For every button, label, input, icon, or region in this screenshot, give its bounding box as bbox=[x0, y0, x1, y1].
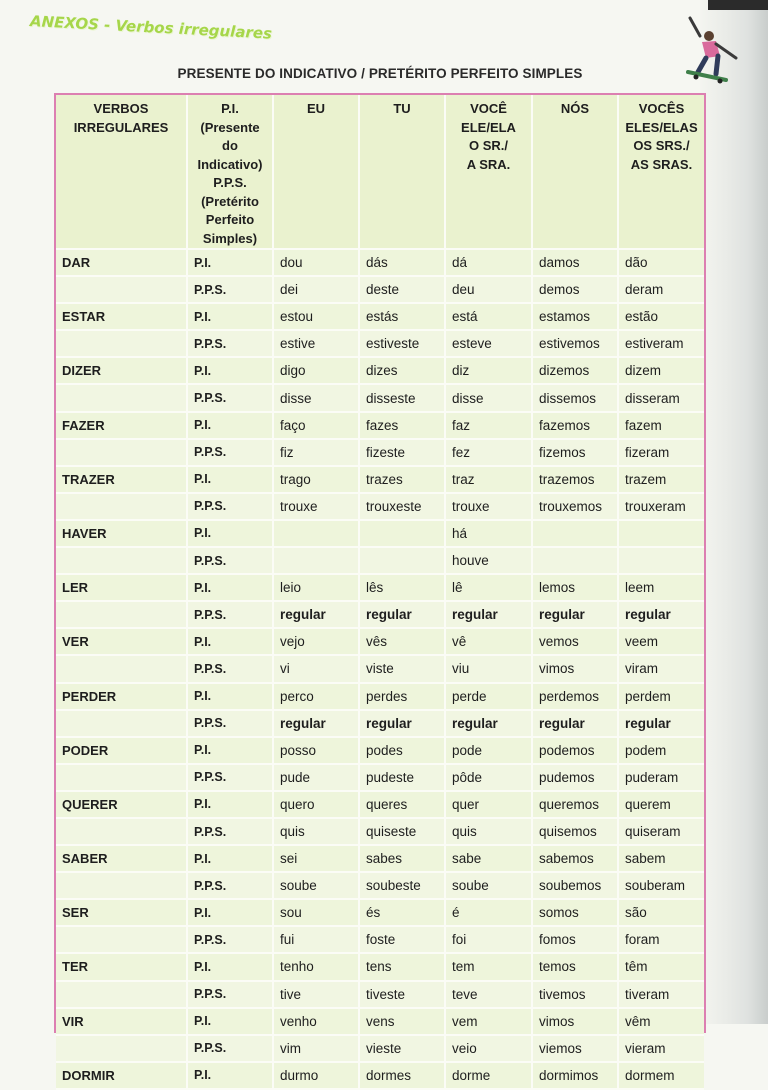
verb-name-cell bbox=[56, 439, 187, 466]
form-cell-voces: regular bbox=[618, 710, 704, 737]
form-cell-voce: vem bbox=[445, 1008, 532, 1035]
tense-cell: P.I. bbox=[187, 412, 273, 439]
form-cell-nos: quisemos bbox=[532, 818, 618, 845]
page-gutter-shadow bbox=[700, 0, 768, 1024]
form-cell-voce: quis bbox=[445, 818, 532, 845]
verb-conjugation-table bbox=[56, 95, 704, 1090]
form-cell-eu: faço bbox=[273, 412, 359, 439]
table-row bbox=[56, 601, 704, 628]
verb-name-cell bbox=[56, 981, 187, 1008]
form-cell-voce: esteve bbox=[445, 330, 532, 357]
table-row bbox=[56, 1062, 704, 1089]
form-cell-voce: lê bbox=[445, 574, 532, 601]
form-cell-tu: vieste bbox=[359, 1035, 445, 1062]
table-row bbox=[56, 574, 704, 601]
form-cell-voce: é bbox=[445, 899, 532, 926]
form-cell-voces: podem bbox=[618, 737, 704, 764]
form-cell-voces: estiveram bbox=[618, 330, 704, 357]
form-cell-nos: regular bbox=[532, 710, 618, 737]
form-cell-nos: sabemos bbox=[532, 845, 618, 872]
form-cell-tu: trouxeste bbox=[359, 493, 445, 520]
form-cell-voces: regular bbox=[618, 601, 704, 628]
table-row bbox=[56, 439, 704, 466]
form-cell-voce: teve bbox=[445, 981, 532, 1008]
form-cell-eu: pude bbox=[273, 764, 359, 791]
verb-name-cell: HAVER bbox=[56, 520, 187, 547]
table-row bbox=[56, 249, 704, 276]
form-cell-voce: disse bbox=[445, 384, 532, 411]
verb-name-cell: PERDER bbox=[56, 683, 187, 710]
form-cell-tu: soubeste bbox=[359, 872, 445, 899]
form-cell-tu: podes bbox=[359, 737, 445, 764]
form-cell-eu: quis bbox=[273, 818, 359, 845]
form-cell-voce: sabe bbox=[445, 845, 532, 872]
table-row bbox=[56, 710, 704, 737]
table-row bbox=[56, 1008, 704, 1035]
table-row bbox=[56, 926, 704, 953]
tense-cell: P.P.S. bbox=[187, 710, 273, 737]
corner-tab bbox=[708, 0, 768, 10]
tense-cell: P.I. bbox=[187, 628, 273, 655]
form-cell-voce: faz bbox=[445, 412, 532, 439]
form-cell-nos: damos bbox=[532, 249, 618, 276]
verb-table-body bbox=[56, 249, 704, 1089]
form-cell-voce: vê bbox=[445, 628, 532, 655]
verb-name-cell: DORMIR bbox=[56, 1062, 187, 1089]
form-cell-tu: deste bbox=[359, 276, 445, 303]
form-cell-tu: estás bbox=[359, 303, 445, 330]
tense-cell: P.P.S. bbox=[187, 547, 273, 574]
header-tu: TU bbox=[359, 95, 445, 249]
form-cell-voces: fizeram bbox=[618, 439, 704, 466]
form-cell-voce: diz bbox=[445, 357, 532, 384]
form-cell-voces: trouxeram bbox=[618, 493, 704, 520]
table-row bbox=[56, 330, 704, 357]
form-cell-eu: posso bbox=[273, 737, 359, 764]
verb-name-cell bbox=[56, 276, 187, 303]
form-cell-voces: têm bbox=[618, 953, 704, 980]
form-cell-voces: deram bbox=[618, 276, 704, 303]
form-cell-nos: fazemos bbox=[532, 412, 618, 439]
form-cell-voces: perdem bbox=[618, 683, 704, 710]
verb-name-cell bbox=[56, 547, 187, 574]
form-cell-voce: pôde bbox=[445, 764, 532, 791]
tense-cell: P.I. bbox=[187, 953, 273, 980]
table-row bbox=[56, 547, 704, 574]
form-cell-voces bbox=[618, 520, 704, 547]
verb-name-cell: SABER bbox=[56, 845, 187, 872]
form-cell-nos: estamos bbox=[532, 303, 618, 330]
tense-cell: P.I. bbox=[187, 845, 273, 872]
form-cell-eu: regular bbox=[273, 710, 359, 737]
form-cell-eu: vejo bbox=[273, 628, 359, 655]
verb-name-cell: LER bbox=[56, 574, 187, 601]
form-cell-voces: leem bbox=[618, 574, 704, 601]
form-cell-eu: fiz bbox=[273, 439, 359, 466]
form-cell-tu: és bbox=[359, 899, 445, 926]
table-row bbox=[56, 1035, 704, 1062]
form-cell-tu: regular bbox=[359, 601, 445, 628]
tense-cell: P.P.S. bbox=[187, 818, 273, 845]
form-cell-nos: demos bbox=[532, 276, 618, 303]
form-cell-tu: lês bbox=[359, 574, 445, 601]
form-cell-eu: dou bbox=[273, 249, 359, 276]
tense-cell: P.P.S. bbox=[187, 981, 273, 1008]
form-cell-eu: perco bbox=[273, 683, 359, 710]
table-row bbox=[56, 981, 704, 1008]
verb-name-cell bbox=[56, 818, 187, 845]
form-cell-voces: dormem bbox=[618, 1062, 704, 1089]
form-cell-eu: sei bbox=[273, 845, 359, 872]
table-row bbox=[56, 683, 704, 710]
form-cell-eu: disse bbox=[273, 384, 359, 411]
form-cell-voces: trazem bbox=[618, 466, 704, 493]
table-row bbox=[56, 384, 704, 411]
table-row bbox=[56, 737, 704, 764]
form-cell-nos: podemos bbox=[532, 737, 618, 764]
form-cell-eu: sou bbox=[273, 899, 359, 926]
form-cell-eu: tive bbox=[273, 981, 359, 1008]
form-cell-voces: sabem bbox=[618, 845, 704, 872]
tense-cell: P.P.S. bbox=[187, 384, 273, 411]
table-row bbox=[56, 466, 704, 493]
form-cell-tu: dormes bbox=[359, 1062, 445, 1089]
form-cell-eu: trago bbox=[273, 466, 359, 493]
form-cell-eu: dei bbox=[273, 276, 359, 303]
tense-cell: P.I. bbox=[187, 899, 273, 926]
table-row bbox=[56, 493, 704, 520]
form-cell-voce: regular bbox=[445, 710, 532, 737]
verb-name-cell bbox=[56, 710, 187, 737]
tense-cell: P.I. bbox=[187, 1062, 273, 1089]
form-cell-voces: fazem bbox=[618, 412, 704, 439]
table-title: PRESENTE DO INDICATIVO / PRETÉRITO PERFEITO SIMPLES bbox=[177, 66, 583, 81]
table-row bbox=[56, 953, 704, 980]
table-row bbox=[56, 357, 704, 384]
form-cell-voce: dorme bbox=[445, 1062, 532, 1089]
form-cell-nos bbox=[532, 547, 618, 574]
form-cell-tu: fazes bbox=[359, 412, 445, 439]
form-cell-eu bbox=[273, 520, 359, 547]
verb-name-cell bbox=[56, 872, 187, 899]
form-cell-tu: dizes bbox=[359, 357, 445, 384]
form-cell-nos: fizemos bbox=[532, 439, 618, 466]
form-cell-eu: estou bbox=[273, 303, 359, 330]
form-cell-voces: vêm bbox=[618, 1008, 704, 1035]
form-cell-tu bbox=[359, 520, 445, 547]
verb-name-cell: QUERER bbox=[56, 791, 187, 818]
form-cell-tu: tiveste bbox=[359, 981, 445, 1008]
form-cell-eu: leio bbox=[273, 574, 359, 601]
verb-name-cell: ESTAR bbox=[56, 303, 187, 330]
form-cell-voces: foram bbox=[618, 926, 704, 953]
form-cell-eu: vim bbox=[273, 1035, 359, 1062]
form-cell-voce: houve bbox=[445, 547, 532, 574]
form-cell-nos: somos bbox=[532, 899, 618, 926]
form-cell-nos bbox=[532, 520, 618, 547]
form-cell-tu: tens bbox=[359, 953, 445, 980]
tense-cell: P.P.S. bbox=[187, 601, 273, 628]
form-cell-voces: souberam bbox=[618, 872, 704, 899]
verb-name-cell bbox=[56, 764, 187, 791]
verb-name-cell: TER bbox=[56, 953, 187, 980]
form-cell-eu: fui bbox=[273, 926, 359, 953]
table-row bbox=[56, 276, 704, 303]
form-cell-nos: perdemos bbox=[532, 683, 618, 710]
tense-cell: P.I. bbox=[187, 466, 273, 493]
form-cell-voce: perde bbox=[445, 683, 532, 710]
table-row bbox=[56, 655, 704, 682]
header-tense-legend: P.I. (Presente do Indicativo) P.P.S. (Pretérito Perfeito Simples) bbox=[187, 95, 273, 249]
verb-name-cell bbox=[56, 330, 187, 357]
form-cell-nos: regular bbox=[532, 601, 618, 628]
form-cell-nos: lemos bbox=[532, 574, 618, 601]
form-cell-voce: está bbox=[445, 303, 532, 330]
header-nos: NÓS bbox=[532, 95, 618, 249]
form-cell-nos: pudemos bbox=[532, 764, 618, 791]
form-cell-tu: fizeste bbox=[359, 439, 445, 466]
verb-name-cell bbox=[56, 384, 187, 411]
form-cell-voces: são bbox=[618, 899, 704, 926]
tense-cell: P.P.S. bbox=[187, 330, 273, 357]
form-cell-tu: sabes bbox=[359, 845, 445, 872]
tense-cell: P.P.S. bbox=[187, 276, 273, 303]
form-cell-nos: vimos bbox=[532, 1008, 618, 1035]
verb-name-cell: VER bbox=[56, 628, 187, 655]
form-cell-voce: há bbox=[445, 520, 532, 547]
table-row bbox=[56, 791, 704, 818]
form-cell-nos: temos bbox=[532, 953, 618, 980]
form-cell-voce: soube bbox=[445, 872, 532, 899]
form-cell-nos: vemos bbox=[532, 628, 618, 655]
form-cell-nos: dormimos bbox=[532, 1062, 618, 1089]
form-cell-nos: vimos bbox=[532, 655, 618, 682]
form-cell-voces: querem bbox=[618, 791, 704, 818]
form-cell-nos: trouxemos bbox=[532, 493, 618, 520]
verb-name-cell: DAR bbox=[56, 249, 187, 276]
form-cell-voce: foi bbox=[445, 926, 532, 953]
form-cell-eu: trouxe bbox=[273, 493, 359, 520]
form-cell-voces: viram bbox=[618, 655, 704, 682]
form-cell-tu: quiseste bbox=[359, 818, 445, 845]
form-cell-voces: dizem bbox=[618, 357, 704, 384]
form-cell-voce: fez bbox=[445, 439, 532, 466]
verb-name-cell bbox=[56, 1035, 187, 1062]
verb-table-frame bbox=[54, 93, 706, 1083]
form-cell-nos: queremos bbox=[532, 791, 618, 818]
verb-name-cell: PODER bbox=[56, 737, 187, 764]
form-cell-nos: dizemos bbox=[532, 357, 618, 384]
verb-name-cell: TRAZER bbox=[56, 466, 187, 493]
form-cell-tu: pudeste bbox=[359, 764, 445, 791]
form-cell-tu: estiveste bbox=[359, 330, 445, 357]
table-row bbox=[56, 818, 704, 845]
form-cell-tu: trazes bbox=[359, 466, 445, 493]
form-cell-eu bbox=[273, 547, 359, 574]
form-cell-eu: tenho bbox=[273, 953, 359, 980]
header-voce: VOCÊ ELE/ELA O SR./ A SRA. bbox=[445, 95, 532, 249]
tense-cell: P.I. bbox=[187, 249, 273, 276]
form-cell-eu: regular bbox=[273, 601, 359, 628]
form-cell-eu: estive bbox=[273, 330, 359, 357]
form-cell-voces: quiseram bbox=[618, 818, 704, 845]
tense-cell: P.I. bbox=[187, 791, 273, 818]
form-cell-tu: perdes bbox=[359, 683, 445, 710]
tense-cell: P.I. bbox=[187, 357, 273, 384]
form-cell-tu: viste bbox=[359, 655, 445, 682]
table-row bbox=[56, 520, 704, 547]
tense-cell: P.P.S. bbox=[187, 439, 273, 466]
tense-cell: P.P.S. bbox=[187, 655, 273, 682]
form-cell-tu: foste bbox=[359, 926, 445, 953]
form-cell-voce: pode bbox=[445, 737, 532, 764]
form-cell-voce: viu bbox=[445, 655, 532, 682]
form-cell-tu: vês bbox=[359, 628, 445, 655]
form-cell-voce: deu bbox=[445, 276, 532, 303]
header-eu: EU bbox=[273, 95, 359, 249]
verb-name-cell bbox=[56, 926, 187, 953]
form-cell-tu: disseste bbox=[359, 384, 445, 411]
form-cell-voce: quer bbox=[445, 791, 532, 818]
verb-name-cell bbox=[56, 655, 187, 682]
tense-cell: P.P.S. bbox=[187, 764, 273, 791]
form-cell-eu: soube bbox=[273, 872, 359, 899]
form-cell-voces: dão bbox=[618, 249, 704, 276]
form-cell-nos: trazemos bbox=[532, 466, 618, 493]
verb-name-cell bbox=[56, 493, 187, 520]
form-cell-eu: vi bbox=[273, 655, 359, 682]
form-cell-voce: dá bbox=[445, 249, 532, 276]
tense-cell: P.I. bbox=[187, 1008, 273, 1035]
verb-name-cell bbox=[56, 601, 187, 628]
table-row bbox=[56, 845, 704, 872]
form-cell-voce: traz bbox=[445, 466, 532, 493]
form-cell-voces: estão bbox=[618, 303, 704, 330]
tense-cell: P.P.S. bbox=[187, 872, 273, 899]
form-cell-voces: disseram bbox=[618, 384, 704, 411]
form-cell-nos: tivemos bbox=[532, 981, 618, 1008]
form-cell-voce: trouxe bbox=[445, 493, 532, 520]
verb-name-cell: SER bbox=[56, 899, 187, 926]
form-cell-voce: regular bbox=[445, 601, 532, 628]
tense-cell: P.I. bbox=[187, 737, 273, 764]
table-row bbox=[56, 899, 704, 926]
tense-cell: P.I. bbox=[187, 520, 273, 547]
form-cell-eu: durmo bbox=[273, 1062, 359, 1089]
header-verbos-irregulares: VERBOS IRREGULARES bbox=[56, 95, 187, 249]
form-cell-tu bbox=[359, 547, 445, 574]
table-row bbox=[56, 412, 704, 439]
form-cell-voces: veem bbox=[618, 628, 704, 655]
form-cell-nos: estivemos bbox=[532, 330, 618, 357]
form-cell-nos: dissemos bbox=[532, 384, 618, 411]
tense-cell: P.I. bbox=[187, 683, 273, 710]
table-row bbox=[56, 872, 704, 899]
form-cell-voce: veio bbox=[445, 1035, 532, 1062]
table-row bbox=[56, 628, 704, 655]
form-cell-eu: venho bbox=[273, 1008, 359, 1035]
table-row bbox=[56, 303, 704, 330]
form-cell-voce: tem bbox=[445, 953, 532, 980]
form-cell-nos: fomos bbox=[532, 926, 618, 953]
verb-name-cell: VIR bbox=[56, 1008, 187, 1035]
form-cell-tu: queres bbox=[359, 791, 445, 818]
form-cell-voces bbox=[618, 547, 704, 574]
form-cell-eu: digo bbox=[273, 357, 359, 384]
verb-name-cell: FAZER bbox=[56, 412, 187, 439]
form-cell-voces: vieram bbox=[618, 1035, 704, 1062]
form-cell-voces: puderam bbox=[618, 764, 704, 791]
form-cell-voces: tiveram bbox=[618, 981, 704, 1008]
form-cell-tu: vens bbox=[359, 1008, 445, 1035]
form-cell-tu: regular bbox=[359, 710, 445, 737]
section-tag: ANEXOS - Verbos irregulares bbox=[29, 12, 273, 43]
table-row bbox=[56, 764, 704, 791]
tense-cell: P.P.S. bbox=[187, 493, 273, 520]
table-header-row bbox=[56, 95, 704, 249]
tense-cell: P.P.S. bbox=[187, 1035, 273, 1062]
verb-name-cell: DIZER bbox=[56, 357, 187, 384]
tense-cell: P.I. bbox=[187, 574, 273, 601]
form-cell-nos: viemos bbox=[532, 1035, 618, 1062]
form-cell-eu: quero bbox=[273, 791, 359, 818]
tense-cell: P.I. bbox=[187, 303, 273, 330]
header-voces: VOCÊS ELES/ELAS OS SRS./ AS SRAS. bbox=[618, 95, 704, 249]
form-cell-nos: soubemos bbox=[532, 872, 618, 899]
tense-cell: P.P.S. bbox=[187, 926, 273, 953]
form-cell-tu: dás bbox=[359, 249, 445, 276]
